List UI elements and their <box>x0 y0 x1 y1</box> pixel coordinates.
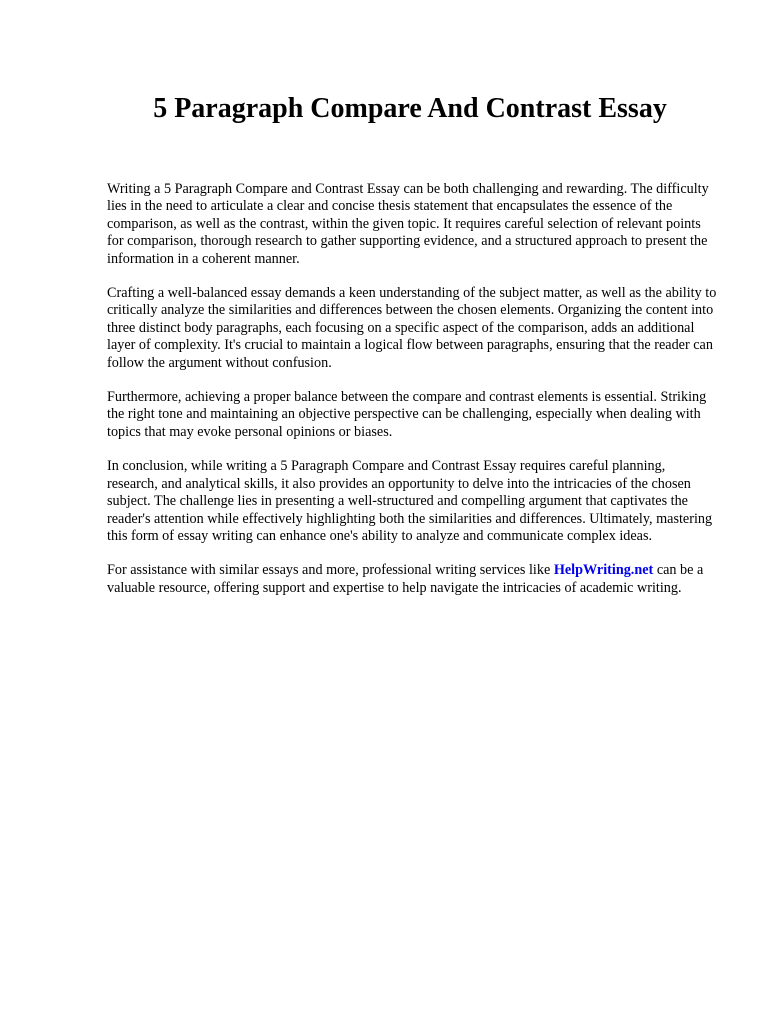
helpwriting-link[interactable]: HelpWriting.net <box>553 562 654 579</box>
paragraph-1: Writing a 5 Paragraph Compare and Contrast Essay can be both challenging and rewarding. The difficulty lies in the need to articulate a clear and concise thesis statement that encapsulates the essence of the comparison, as well as the contrast, within the given topic. It requires careful selection of relevant points for comparison, thorough research to gather supporting evidence, and a structured approach to present the information in a coherent manner. <box>107 181 709 267</box>
page-title: 5 Paragraph Compare And Contrast Essay <box>153 93 667 124</box>
paragraph-3: Furthermore, achieving a proper balance between the compare and contrast elements is essential. Striking the right tone and maintaining an objective perspective can be challenging, especially when dealing with topics that may evoke personal opinions or biases. <box>107 389 707 440</box>
essay-body <box>107 181 719 614</box>
paragraph-4: In conclusion, while writing a 5 Paragraph Compare and Contrast Essay requires careful planning, research, and analytical skills, it also provides an opportunity to delve into the intricacies of the chosen subject. The challenge lies in presenting a well-structured and compelling argument that captivates the reader's attention while effectively highlighting both the similarities and differences. Ultimately, mastering this form of essay writing can enhance one's ability to analyze and communicate complex ideas. <box>107 458 713 544</box>
closing-text-before-link: For assistance with similar essays and more, professional writing services like <box>107 562 554 579</box>
closing-text-after-link: can be a valuable resource, offering support and expertise to help navigate the intricacies of academic writing. <box>107 562 704 596</box>
closing-paragraph <box>107 562 719 597</box>
paragraph-2: Crafting a well-balanced essay demands a keen understanding of the subject matter, as well as the ability to critically analyze the similarities and differences between the chosen elements. Organizing the content into three distinct body paragraphs, each focusing on a specific aspect of the comparison, adds an additional layer of complexity. It's crucial to maintain a logical flow between paragraphs, ensuring that the reader can follow the argument without confusion. <box>107 285 717 371</box>
